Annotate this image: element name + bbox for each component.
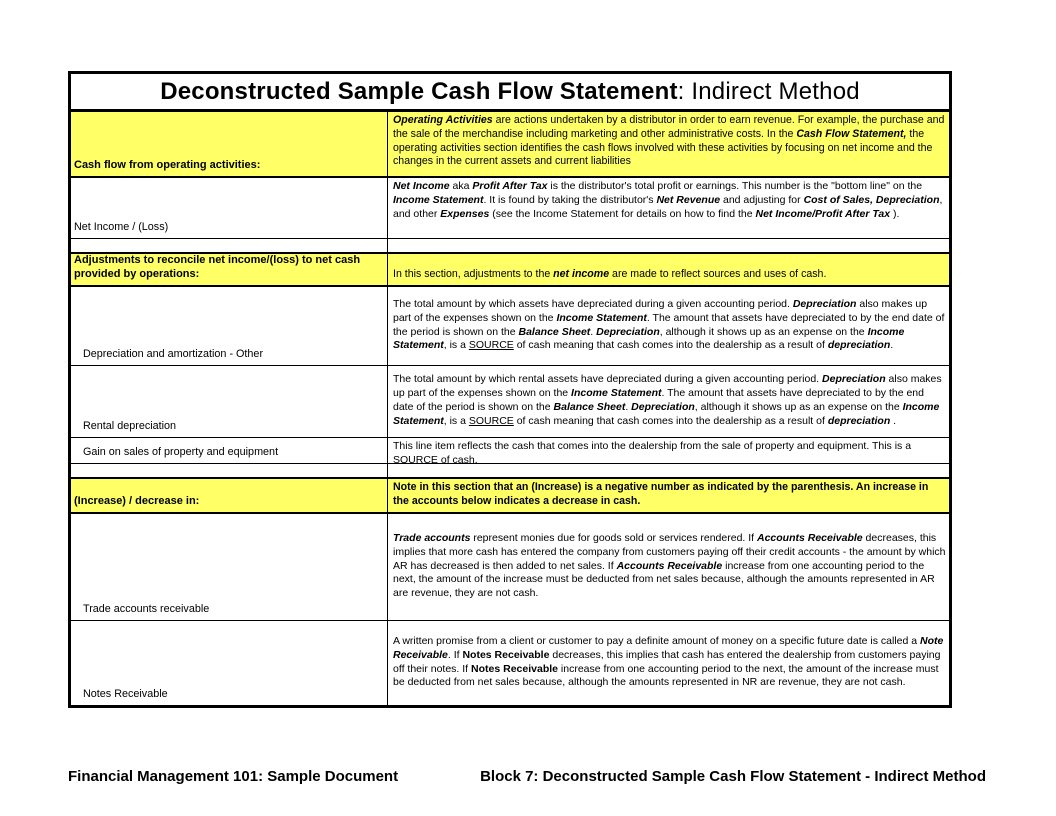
row-label-cell: [71, 366, 388, 437]
row-label: Depreciation and amortization - Other: [83, 347, 264, 360]
table-row: [71, 365, 949, 437]
footer-right-text: Block 7: Deconstructed Sample Cash Flow Statement - Indirect Method: [480, 768, 986, 785]
table-row: [71, 178, 949, 238]
row-description-cell: [388, 112, 949, 176]
row-label-cell: [71, 112, 388, 176]
row-label-cell: [71, 239, 388, 252]
table-title: [71, 74, 949, 112]
row-label-cell: [71, 438, 388, 463]
row-description: The total amount by which rental assets have depreciated during a given accounting period. Depreciation also makes up part of the expenses shown on the Income Statement. The amount that assets have depreciated to by the end date of the period is shown on the Balance Sheet. Depreciation, although it shows up as an expense on the Income Statement, is a SOURCE of cash meaning that cash comes into the dealership as a result of depreciation .: [393, 373, 942, 427]
row-description-cell: [388, 621, 949, 705]
row-label-cell: [71, 254, 388, 285]
footer-left-text: Financial Management 101: Sample Document: [68, 768, 399, 785]
row-label-cell: [71, 514, 388, 620]
table-row: [71, 620, 949, 705]
table-row: [71, 514, 949, 620]
row-description-cell: [388, 366, 949, 437]
row-description-cell: [388, 239, 949, 252]
table-spacer-row: [71, 238, 949, 252]
row-description: Operating Activities are actions undertaken by a distributor in order to earn revenue. For example, the purchase and the sale of the merchandise including marketing and other administrative costs. In the Cash Flow Statement, the operating activities section identifies the cash flows involved with these activities by focusing on net income and the changes in the current assets and current liabilities: [393, 114, 945, 168]
table-row: [71, 287, 949, 365]
row-description-cell: [388, 287, 949, 365]
row-description-cell: [388, 464, 949, 477]
row-description-cell: [388, 178, 949, 238]
row-description-cell: [388, 254, 949, 285]
cash-flow-table: [68, 71, 952, 708]
row-description: The total amount by which assets have depreciated during a given accounting period. Depreciation also makes up part of the expenses shown on the Income Statement. The amount that assets have depreciated to by the end date of the period is shown on the Balance Sheet. Depreciation, although it shows up as an expense on the Income Statement, is a SOURCE of cash meaning that cash comes into the dealership as a result of depreciation.: [393, 297, 945, 352]
row-description: This line item reflects the cash that comes into the dealership from the sale of property and equipment. This is a SOURCE of cash.: [393, 440, 912, 463]
row-label-cell: [71, 479, 388, 512]
table-title-main: Deconstructed Sample Cash Flow Statement: [160, 77, 678, 105]
row-description: Trade accounts represent monies due for goods sold or services rendered. If Accounts Receivable decreases, this implies that more cash has entered the company from customers paying off their credit accounts - the amount by which AR has decreased is then added to net sales. If Accounts Receivable increase from one accounting period to the next, the amount of the increase must be deducted from net sales because, although the amounts represented in AR are revenue, they are not cash.: [393, 532, 946, 600]
row-label: Notes Receivable: [83, 687, 168, 700]
row-description: In this section, adjustments to the net income are made to reflect sources and uses of cash.: [393, 268, 827, 281]
row-description: Note in this section that an (Increase) is a negative number as indicated by the parenthesis. An increase in the accounts below indicates a decrease in cash.: [393, 481, 929, 507]
row-label: Rental depreciation: [83, 419, 177, 432]
row-description: Net Income aka Profit After Tax is the distributor's total profit or earnings. This number is the "bottom line" on the Income Statement. It is found by taking the distributor's Net Revenue and adjusting for Cost of Sales, Depreciation, and other Expenses (see the Income Statement for details on how to find the Net Income/Profit After Tax ).: [393, 180, 943, 220]
table-body: [71, 112, 949, 705]
row-label: Adjustments to reconcile net income/(loss) to net cash provided by operations:: [74, 254, 361, 280]
table-spacer-row: [71, 463, 949, 477]
table-section-row: [71, 252, 949, 287]
row-label-cell: [71, 464, 388, 477]
row-description: A written promise from a client or customer to pay a definite amount of money on a specific future date is called a Note Receivable. If Notes Receivable decreases, this implies that cash has entered the dealership from customers paying off their notes. If Notes Receivable increase from one accounting period to the next, the amount of the increase must be deducted from net sales because, although the amounts represented in NR are revenue, they are not cash.: [393, 634, 944, 689]
page-footer: [68, 768, 986, 785]
row-description-cell: [388, 479, 949, 512]
row-label-cell: [71, 621, 388, 705]
row-label: Net Income / (Loss): [74, 220, 169, 233]
row-label: (Increase) / decrease in:: [74, 494, 200, 507]
row-description-cell: [388, 514, 949, 620]
table-section-row: [71, 112, 949, 178]
table-title-suffix: : Indirect Method: [677, 77, 860, 105]
table-row: [71, 437, 949, 463]
table-section-row: [71, 477, 949, 514]
row-label: Gain on sales of property and equipment: [83, 445, 279, 458]
row-label: Trade accounts receivable: [83, 602, 210, 615]
row-label-cell: [71, 287, 388, 365]
row-label: Cash flow from operating activities:: [74, 158, 261, 171]
row-label-cell: [71, 178, 388, 238]
row-description-cell: [388, 438, 949, 463]
